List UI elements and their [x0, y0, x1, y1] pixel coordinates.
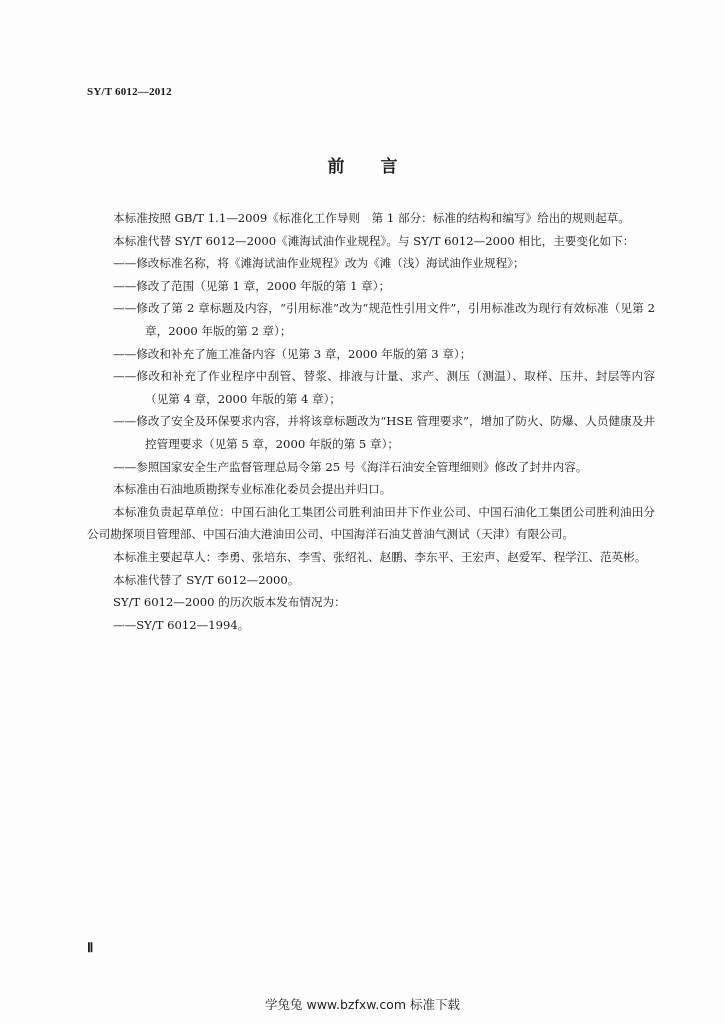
paragraph-history: SY/T 6012—2000 的历次版本发布情况为： — [113, 595, 346, 610]
change-item: ——修改了安全及环保要求内容，并将该章标题改为“HSE 管理要求”，增加了防火、防爆、人员健康及井控管理要求（见第 5 章，2000 年版的第 5 章）； — [113, 414, 655, 451]
paragraph-supersedes: 本标准代替了 SY/T 6012—2000。 — [113, 572, 300, 587]
page-title — [0, 152, 725, 177]
paragraph-drafting-rules: 本标准按照 GB/T 1.1—2009《标准化工作导则 第 1 部分：标准的结构和编写》给出的规则起草。 — [113, 211, 630, 225]
paragraph-proposer: 本标准由石油地质勘探专业标准化委员会提出并归口。 — [113, 482, 392, 497]
change-item: ——参照国家安全生产监督管理总局令第 25 号《海洋石油安全管理细则》修改了封井内容。 — [113, 459, 588, 474]
footer-watermark: 学兔兔 www.bzfxw.com 标准下载 — [265, 997, 460, 1012]
history-item: ——SY/T 6012—1994。 — [113, 617, 250, 632]
change-item: ——修改了第 2 章标题及内容，“引用标准”改为“规范性引用文件”，引用标准改为现行有效标准（见第 2 章，2000 年版的第 2 章）； — [113, 301, 655, 338]
change-item: ——修改和补充了施工准备内容（见第 3 章，2000 年版的第 3 章）； — [113, 346, 472, 361]
foreword-body — [87, 207, 655, 636]
title-char-1: 前 — [327, 157, 345, 177]
change-item: ——修改了范围（见第 1 章，2000 年版的第 1 章）； — [113, 278, 391, 293]
standard-code: SY/T 6012—2012 — [87, 86, 172, 98]
paragraph-drafting-units: 本标准负责起草单位：中国石油化工集团公司胜利油田井下作业公司、中国石油化工集团公司胜利油田分公司勘探项目管理部、中国石油大港油田公司、中国海洋石油艾普油气测试（天津）有限公司。 — [87, 504, 655, 542]
paragraph-replaces: 本标准代替 SY/T 6012—2000《滩海试油作业规程》。与 SY/T 6012—2000 相比，主要变化如下： — [113, 233, 635, 248]
page-number: Ⅱ — [87, 940, 94, 955]
title-char-2: 言 — [380, 157, 398, 177]
paragraph-drafters: 本标准主要起草人：李勇、张培东、李雪、张绍礼、赵鹏、李东平、王宏声、赵爱军、程学江、范英彬。 — [113, 549, 647, 564]
change-item: ——修改标准名称，将《滩海试油作业规程》改为《滩（浅）海试油作业规程》； — [113, 256, 525, 271]
change-item: ——修改和补充了作业程序中刮管、替浆、排液与计量、求产、测压（测温）、取样、压井、封层等内容（见第 4 章，2000 年版的第 4 章）； — [113, 369, 655, 406]
